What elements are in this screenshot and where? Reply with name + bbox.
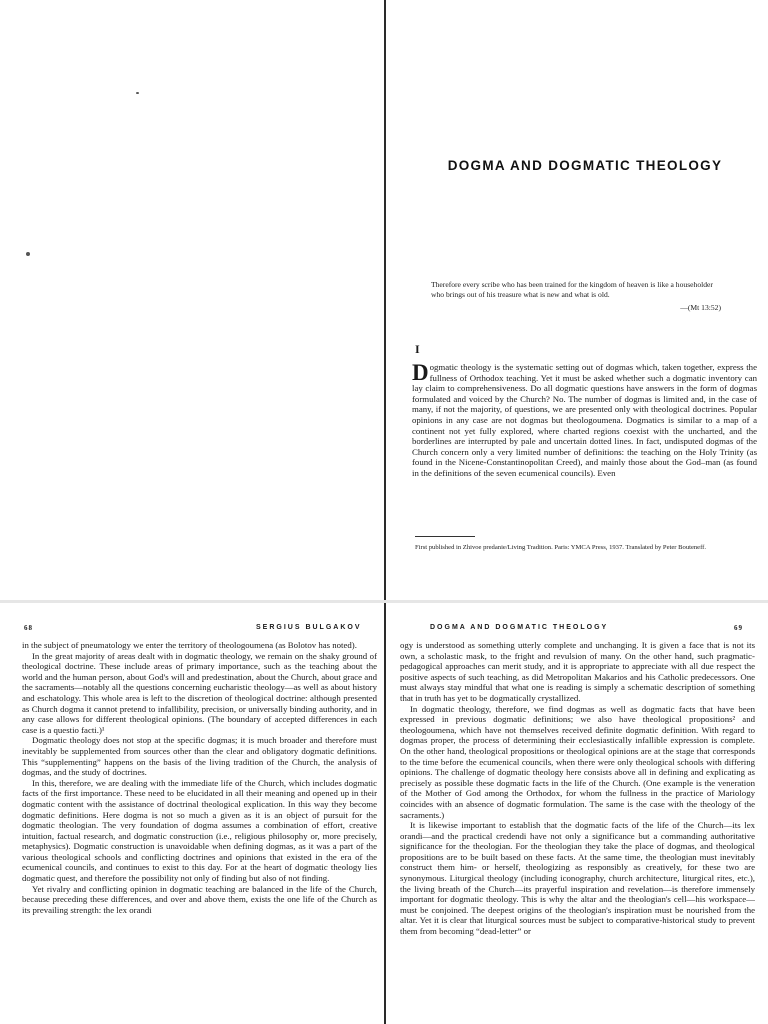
scan-speck — [26, 252, 30, 256]
chapter-title: DOGMA AND DOGMATIC THEOLOGY — [447, 158, 723, 173]
running-head-right: DOGMA AND DOGMATIC THEOLOGY — [430, 624, 609, 631]
paragraph: in the subject of pneumatology we enter the territory of theologoumena (as Bolotov has noted). — [22, 640, 357, 650]
left-page-body — [22, 640, 377, 1024]
footnote: First published in Zhivoe predanie/Living Tradition. Paris: YMCA Press, 1937. Translated by Peter Bouteneff. — [415, 544, 707, 551]
running-head-left: SERGIUS BULGAKOV — [256, 624, 362, 631]
page-number-left: 68 — [24, 624, 33, 632]
footnote-rule — [415, 536, 475, 537]
binding-spine-bottom — [384, 603, 386, 1024]
paragraph: It is likewise important to establish that the dogmatic facts of the life of the Church—its lex orandi—and the practical credendi have not only a significance but a commanding authoritative significance for the theologian. For the theologian they take the place of dogmas, and theological propositions are to be built based on these facts. At the same time, the theologian must inevitably construct them him- or herself, theologizing as responsibly as creatively, for these two are synonymous. Liturgical theology (including iconography, church architecture, liturgical rites, etc.), the living breath of the Church—its prayerful inspiration and revelation—is therefore immensely important for dogmatic theology. This is why the altar and the theologian's cell—his workspace—must be conjoined. The deepest origins of the theologian's inspiration must be nourished from the altar. Yet it is clear that liturgical sources must be subject to comparative-historical study to prevent them from becoming “dead-letter” or — [400, 820, 755, 937]
paragraph: In dogmatic theology, therefore, we find dogmas as well as dogmatic facts that have been expressed in previous dogmatic definitions; we also have theological propositions² and theologoumena, which have not themselves received definite dogmatic definition. With regard to dogmas proper, the process of determining their ecclesiastically infallible expression is complete. On the other hand, theological propositions or theological opinions are at the stage that corresponds to the time before the ecumenical councils, when there were only theological schools with differing opinions. The challenge of dogmatic theology here consists above all in defining and explicating as precisely as possible these dogmatic facts in the life of the Church. (One example is the veneration of the Mother of God among the Orthodox, for whom the fullness in the practice of Mariology coincides with an absence of dogmatic formulation. The same is the case with the theology of the sacraments.) — [400, 703, 755, 820]
paragraph: Yet rivalry and conflicting opinion in dogmatic teaching are balanced in the life of the Church, because preceding these differences, and over and above them, exists the one life of the Church as its prevailing strength: the lex orandi — [22, 883, 377, 915]
opening-paragraph — [412, 362, 757, 479]
right-page-body — [400, 640, 755, 1024]
epigraph-reference: —(Mt 13:52) — [680, 303, 721, 312]
epigraph-text: Therefore every scribe who has been trained for the kingdom of heaven is like a householder who brings out of his treasure what is new and what is old. — [431, 280, 713, 299]
paragraph: ogy is understood as something utterly complete and unchanging. It is given a face that is not its own, a scholastic mask, to the fright and revulsion of many. On the other hand, such pragmatic-pedagogical approaches can merit study, and it is appropriate to appreciate with all due respect the positive aspects of such teaching, as did Metropolitan Makarios and his Catholic predecessors. One must always stay mindful that what one is reading is simply a schematic description of something that in truth has yet to be dogmatically crystallized. — [400, 640, 755, 703]
scan-speck — [136, 92, 139, 94]
binding-spine-top — [384, 0, 386, 600]
epigraph — [431, 280, 721, 313]
page-number-right: 69 — [734, 624, 743, 632]
opening-paragraph-text: ogmatic theology is the systematic setting out of dogmas which, taken together, express the fullness of Orthodox teaching. Yet it must be asked whether such a dogmatic inventory can lay claim to comprehensiveness. Do all dogmatic questions have answers in the form of dogmas formulated and voiced by the Church? No. The number of dogmas is limited and, in the case of many, if not the majority, of questions, we are presented only with theological doctrines. Popular opinions in any case are not dogmas but theologoumena. Dogmatics is similar to a map of a continent not yet fully explored, where charted regions coexist with the uncharted, and the borderlines are interrupted by pale and uncertain dotted lines. In fact, undisputed dogmas of the Church concern only a very limited number of definitions: the teaching on the Holy Trinity (as found in the Nicene-Constantinopolitan Creed), and mainly those about the God–man (as found in the definitions of the seven ecumenical councils). Even — [412, 362, 757, 478]
paragraph: Dogmatic theology does not stop at the specific dogmas; it is much broader and therefore must inevitably be supplemented from sources other than the clear and obligatory dogmatic definitions. This “supplementing” happens on the basis of the living tradition of the Church, the analysis of dogmas, and the study of doctrines. — [22, 735, 377, 778]
paragraph: In this, therefore, we are dealing with the immediate life of the Church, which includes dogmatic facts of the first importance. These need to be elucidated in all their meaning and opened up in their dogmatic content with the assistance of doctrinal theological explication. In this way they become dogmatic definitions. Here dogma is not so much a given as it is an object of pursuit for the dogmatic theologian. The very foundation of dogma assumes a combination of effort, creative intuition, factual research, and dogmatic construction (i.e., religious philosophy or, more precisely, metaphysics). Dogmatic construction is unavoidable when defining dogmas, as it was a part of the various theological schools and conflicting doctrines and opinions that existed in the era of the ecumenical councils, and continues to exist to this day. For at the heart of dogmatic theology lies dogmatic quest, and therefore the possibility not only of finding but also of not finding. — [22, 777, 377, 884]
section-number: I — [415, 342, 420, 356]
paragraph: In the great majority of areas dealt with in dogmatic theology, we remain on the shaky ground of theological doctrine. These include areas of primary importance, such as the teaching about the world and the human person, about God's will and predestination, about the Church, about grace and the sacraments—notably all the questions concerning eucharistic theology—as well as about history and eschatology. This whole area is left to the discretion of theological doctrine: although presented as Church dogma it cannot pretend to infallibility, precision, or universally binding authority, and in any case allows for different theological opinions. (The boundary of accepted differences in each case is a questio facti.)¹ — [22, 650, 377, 735]
drop-cap: D — [412, 360, 429, 385]
